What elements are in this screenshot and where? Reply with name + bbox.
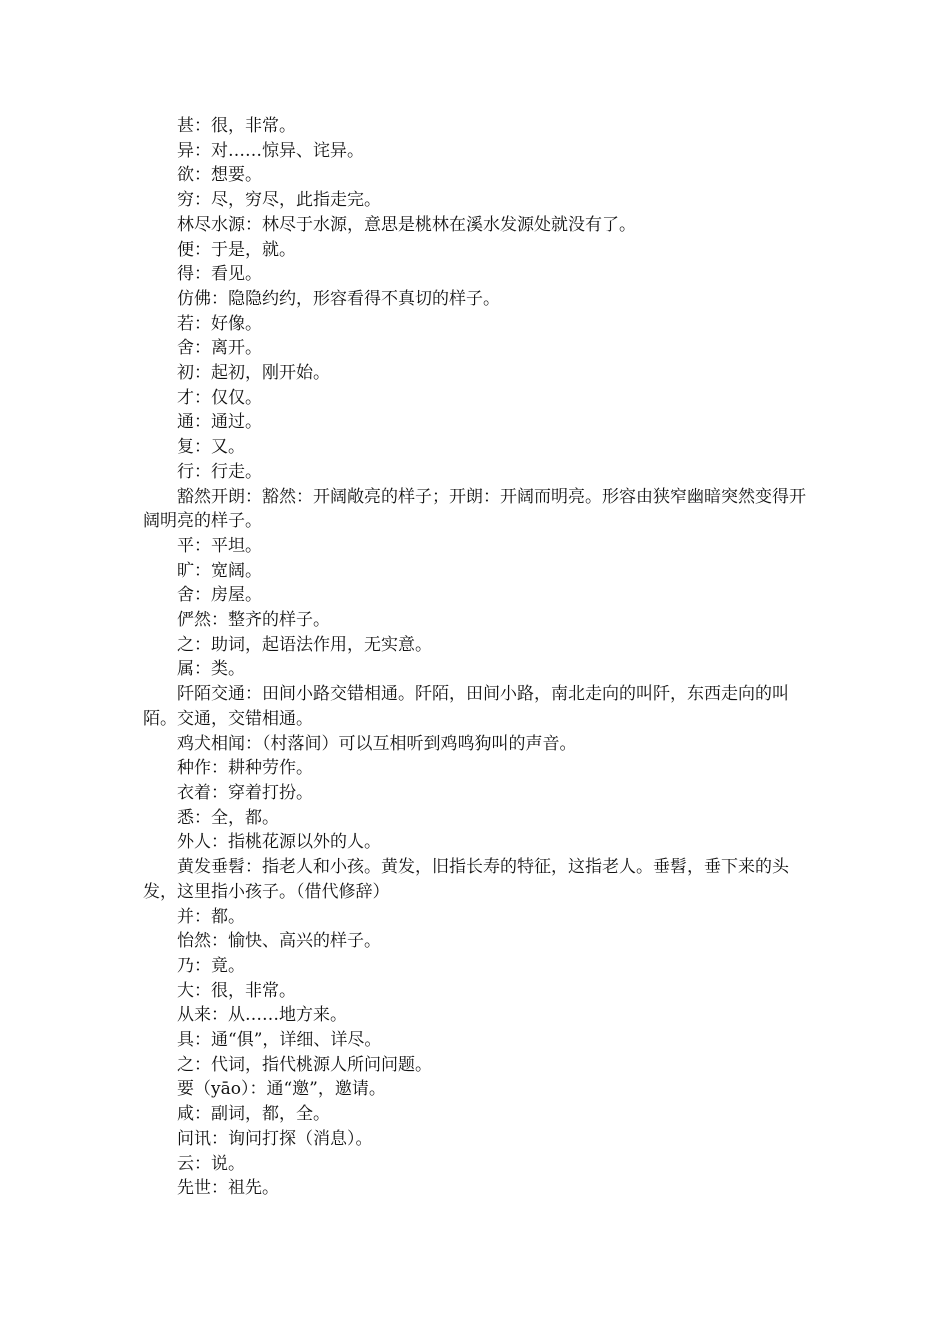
- annotation-entry: 林尽水源：林尽于水源，意思是桃林在溪水发源处就没有了。: [177, 214, 636, 235]
- annotation-entry: 通：通过。: [177, 412, 262, 433]
- annotation-entry: 并：都。: [177, 906, 245, 927]
- annotation-entry: 若：好像。: [177, 313, 262, 334]
- annotation-entry: 之：助词，起语法作用，无实意。: [177, 634, 432, 655]
- annotation-entry: 外人：指桃花源以外的人。: [177, 832, 381, 853]
- annotation-entry: 阡陌交通：田间小路交错相通。阡陌，田间小路，南北走向的叫阡，东西走向的叫陌。交通，交错相通。: [143, 684, 789, 729]
- annotation-entry: 要（yāo）：通“邀”，邀请。: [177, 1079, 386, 1100]
- annotation-entry: 大：很，非常。: [177, 980, 296, 1001]
- annotation-entry: 才：仅仅。: [177, 387, 262, 408]
- annotation-entry: 衣着：穿着打扮。: [177, 782, 313, 803]
- annotation-entry: 豁然开朗：豁然：开阔敞亮的样子；开朗：开阔而明亮。形容由狭窄幽暗突然变得开阔明亮的样子。: [143, 486, 806, 532]
- annotation-entry: 舍：离开。: [177, 338, 262, 359]
- annotation-entry: 欲：想要。: [177, 165, 262, 186]
- annotation-entry: 怡然：愉快、高兴的样子。: [177, 931, 381, 952]
- annotation-entry: 黄发垂髫：指老人和小孩。黄发，旧指长寿的特征，这指老人。垂髫，垂下来的头发，这里指小孩子。（借代修辞）: [143, 857, 789, 902]
- annotation-entry: 之：代词，指代桃源人所问问题。: [177, 1054, 432, 1075]
- annotation-entry: 悉：全，都。: [177, 807, 279, 828]
- annotation-entry: 云：说。: [177, 1153, 245, 1174]
- annotation-entry: 鸡犬相闻：（村落间）可以互相听到鸡鸣狗叫的声音。: [177, 733, 577, 754]
- annotation-entry: 甚：很，非常。: [177, 116, 296, 136]
- annotation-entry: 得：看见。: [177, 264, 262, 285]
- annotation-entry: 复：又。: [177, 437, 245, 458]
- annotation-entry: 乃：竟。: [177, 955, 245, 976]
- annotation-entry: 异：对……惊异、诧异。: [177, 140, 364, 161]
- annotation-entry: 舍：房屋。: [177, 585, 262, 606]
- annotation-entry: 先世：祖先。: [177, 1178, 279, 1199]
- annotation-entry: 俨然：整齐的样子。: [177, 610, 330, 631]
- annotation-entry: 具：通“俱”，详细、详尽。: [177, 1030, 382, 1051]
- annotation-entry: 平：平坦。: [177, 535, 262, 556]
- annotation-entry: 初：起初，刚开始。: [177, 363, 330, 384]
- annotation-entry: 从来：从……地方来。: [177, 1005, 347, 1026]
- annotation-entry: 行：行走。: [177, 461, 262, 482]
- annotation-entry: 穷：尽，穷尽，此指走完。: [177, 190, 381, 211]
- annotation-entry: 种作：耕种劳作。: [177, 758, 313, 779]
- annotation-entry: 旷：宽阔。: [177, 560, 262, 581]
- annotation-entry: 问讯：询问打探（消息）。: [177, 1128, 373, 1149]
- annotation-entry: 咸：副词，都，全。: [177, 1104, 330, 1125]
- annotation-entry: 仿佛：隐隐约约，形容看得不真切的样子。: [177, 288, 500, 309]
- annotation-entry: 属：类。: [177, 659, 245, 680]
- annotation-list: [143, 114, 808, 1201]
- annotation-entry: 便：于是，就。: [177, 239, 296, 260]
